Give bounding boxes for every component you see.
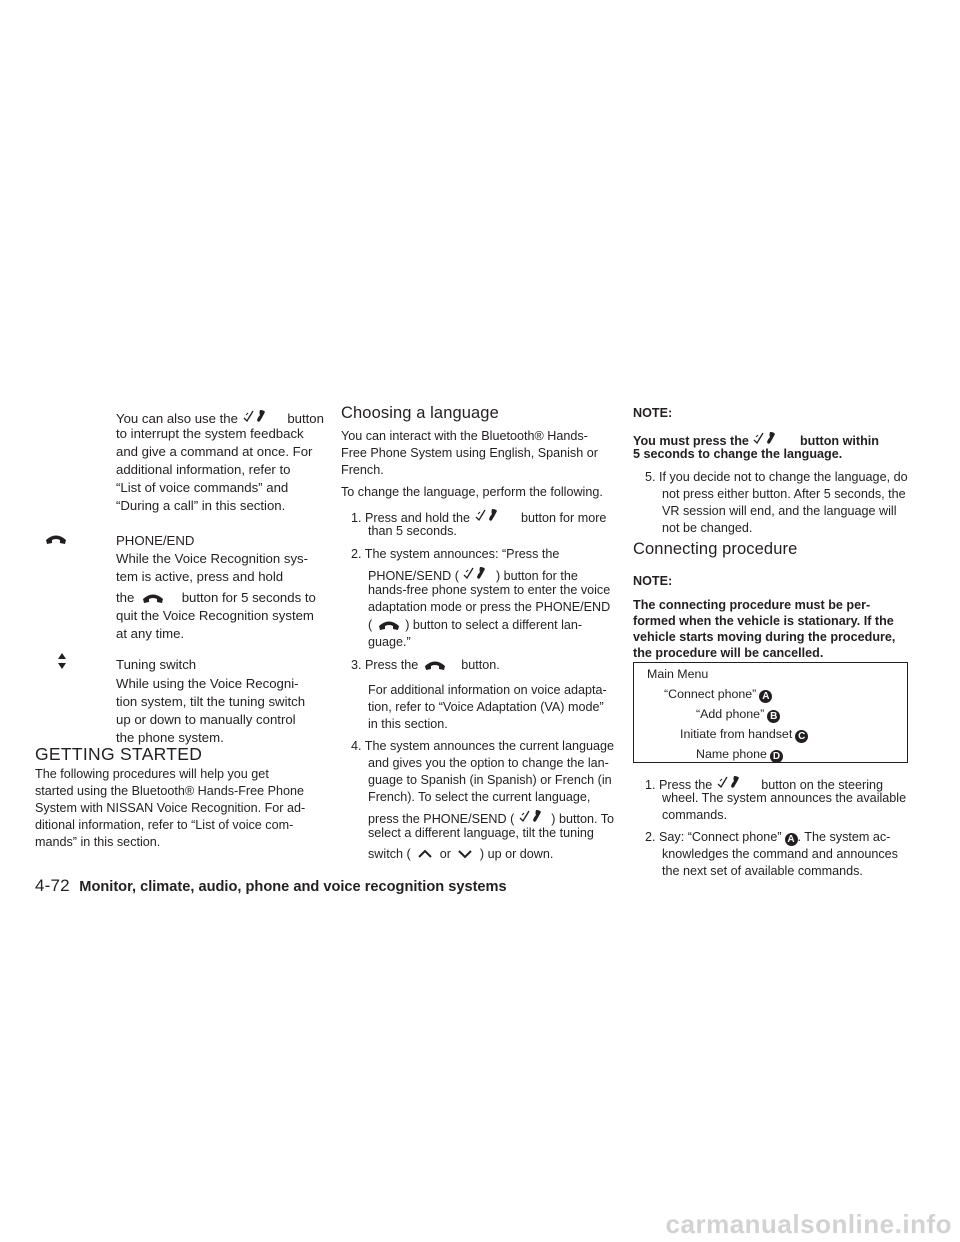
change-language-line: To change the language, perform the following. — [341, 485, 603, 499]
getting-started-heading: GETTING STARTED — [35, 744, 203, 764]
step3-line — [351, 657, 500, 673]
text: “Add phone” — [696, 707, 765, 721]
note-label: NOTE: — [633, 406, 673, 420]
step4-line: 4. The system announces the current language — [351, 739, 615, 753]
step2-line: adaptation mode or press the PHONE/END — [368, 600, 611, 614]
text: 3. Press the — [351, 658, 419, 672]
step2-line: 2. The system announces: “Press the — [351, 547, 560, 561]
text: ) up or down. — [479, 847, 554, 861]
watermark-text: carmanualsonline.info — [665, 1209, 952, 1239]
connect-step1-line: commands. — [662, 808, 728, 822]
menu-item-connect-phone — [664, 684, 772, 705]
step3-line: For additional information on voice adapta- — [368, 683, 607, 697]
talk-button-icon — [242, 407, 272, 425]
step5-line: VR session will end, and the language will — [662, 504, 897, 518]
phone-end-line: While the Voice Recognition sys- — [116, 551, 309, 566]
note-label: NOTE: — [633, 574, 673, 588]
phone-end-icon — [376, 619, 402, 631]
tuning-switch-icon — [57, 652, 67, 670]
connect-step1-line: wheel. The system announces the available — [662, 791, 907, 805]
tuning-line: tion system, tilt the tuning switch — [116, 694, 306, 709]
callout-badge: B — [767, 710, 780, 723]
step2-line — [368, 617, 582, 633]
menu-item-main-menu: Main Menu — [647, 667, 709, 681]
callout-badge: C — [795, 730, 808, 743]
getting-started-line: mands” in this section. — [35, 835, 161, 849]
text: the — [116, 590, 135, 605]
getting-started-line: ditional information, refer to “List of voice com- — [35, 818, 294, 832]
step3-line: tion, refer to “Voice Adaptation (VA) mode” — [368, 700, 604, 714]
text: button — [287, 411, 324, 426]
text: ) button to select a different lan- — [405, 618, 583, 632]
callout-badge: A — [759, 690, 772, 703]
connect-step2-line — [645, 829, 890, 846]
menu-item-add-phone — [696, 704, 780, 725]
chevron-up-icon — [414, 848, 436, 860]
menu-item-initiate-from-handset — [680, 724, 808, 745]
talk-button-icon — [716, 773, 746, 791]
step4-line: and gives you the option to change the lan- — [368, 756, 609, 770]
text: You must press the — [633, 434, 749, 448]
page-number: 4-72 — [35, 876, 70, 895]
page-footer — [35, 876, 507, 896]
step5-line: 5. If you decide not to change the language, do — [645, 470, 908, 484]
intro-line: French. — [341, 463, 384, 477]
step2-line: hands-free phone system to enter the voice — [368, 583, 611, 597]
step1-line: than 5 seconds. — [368, 524, 457, 538]
text: Name phone — [696, 747, 767, 761]
text: button within — [799, 434, 879, 448]
watermark-bar — [0, 1205, 960, 1242]
phone-end-line — [116, 589, 316, 606]
text: “Connect phone” — [664, 687, 757, 701]
phone-end-icon — [45, 533, 67, 545]
talk-desc-line: to interrupt the system feedback — [116, 426, 304, 441]
tuning-line: the phone system. — [116, 730, 224, 745]
chevron-down-icon — [454, 848, 476, 860]
callout-badge: D — [770, 750, 783, 763]
getting-started-line: The following procedures will help you get — [35, 767, 269, 781]
text: 1. Press the — [645, 778, 713, 792]
phone-end-line: at any time. — [116, 626, 185, 641]
text: ) button for the — [495, 569, 578, 583]
connect-step2-line: knowledges the command and announces — [662, 847, 898, 861]
connect-step2-line: the next set of available commands. — [662, 864, 863, 878]
text: button for 5 seconds to — [181, 590, 316, 605]
talk-button-icon — [462, 564, 492, 582]
step4-line — [368, 846, 553, 862]
text: button for more — [521, 511, 607, 525]
phone-end-line: quit the Voice Recognition system — [116, 608, 314, 623]
intro-line: Free Phone System using English, Spanish or — [341, 446, 598, 460]
talk-button-icon — [752, 429, 782, 447]
text: button. — [461, 658, 500, 672]
callout-badge: A — [785, 833, 798, 846]
note-line: The connecting procedure must be per- — [633, 598, 871, 612]
step4-line: select a different language, tilt the tuning — [368, 826, 594, 840]
note-line: vehicle starts moving during the procedure, — [633, 630, 896, 644]
note-line: 5 seconds to change the language. — [633, 447, 843, 461]
step5-line: not be changed. — [662, 521, 753, 535]
step3-line: in this section. — [368, 717, 448, 731]
tuning-line: While using the Voice Recogni- — [116, 676, 299, 691]
text: Initiate from handset — [680, 727, 793, 741]
menu-tree-box — [633, 662, 908, 763]
text: 2. Say: “Connect phone” — [645, 830, 782, 844]
text: You can also use the — [116, 411, 238, 426]
step4-line: French). To select the current language, — [368, 790, 591, 804]
step5-line: not press either button. After 5 seconds, the — [662, 487, 906, 501]
text: 1. Press and hold the — [351, 511, 471, 525]
menu-item-name-phone — [696, 744, 783, 765]
connecting-procedure-heading: Connecting procedure — [633, 540, 798, 558]
text: PHONE/SEND ( — [368, 569, 459, 583]
text: . The system ac- — [797, 830, 891, 844]
note-line: formed when the vehicle is stationary. If the — [633, 614, 894, 628]
tuning-title: Tuning switch — [116, 657, 197, 672]
getting-started-line: System with NISSAN Voice Recognition. For ad- — [35, 801, 306, 815]
talk-desc-line: “List of voice commands” and — [116, 480, 289, 495]
section-title: Monitor, climate, audio, phone and voice recognition systems — [79, 879, 507, 895]
note-line: the procedure will be cancelled. — [633, 646, 824, 660]
talk-desc-line: additional information, refer to — [116, 462, 291, 477]
text: ) button. To — [551, 812, 615, 826]
intro-line: You can interact with the Bluetooth® Hands- — [341, 429, 588, 443]
phone-end-icon — [140, 592, 166, 604]
step4-line: guage to Spanish (in Spanish) or French (in — [368, 773, 612, 787]
talk-button-icon — [518, 807, 548, 825]
getting-started-line: started using the Bluetooth® Hands-Free Phone — [35, 784, 305, 798]
talk-desc-line: “During a call” in this section. — [116, 498, 286, 513]
step2-line: guage.” — [368, 635, 411, 649]
text: or — [439, 847, 451, 861]
phone-end-line: tem is active, press and hold — [116, 569, 284, 584]
text: press the PHONE/SEND ( — [368, 812, 515, 826]
choosing-language-heading: Choosing a language — [341, 404, 499, 422]
text: ( — [368, 618, 373, 632]
tuning-line: up or down to manually control — [116, 712, 296, 727]
text: button on the steering — [761, 778, 884, 792]
talk-button-icon — [474, 506, 504, 524]
phone-end-icon — [422, 659, 448, 671]
phone-end-title: PHONE/END — [116, 533, 195, 548]
talk-desc-line: and give a command at once. For — [116, 444, 313, 459]
text: switch ( — [368, 847, 411, 861]
